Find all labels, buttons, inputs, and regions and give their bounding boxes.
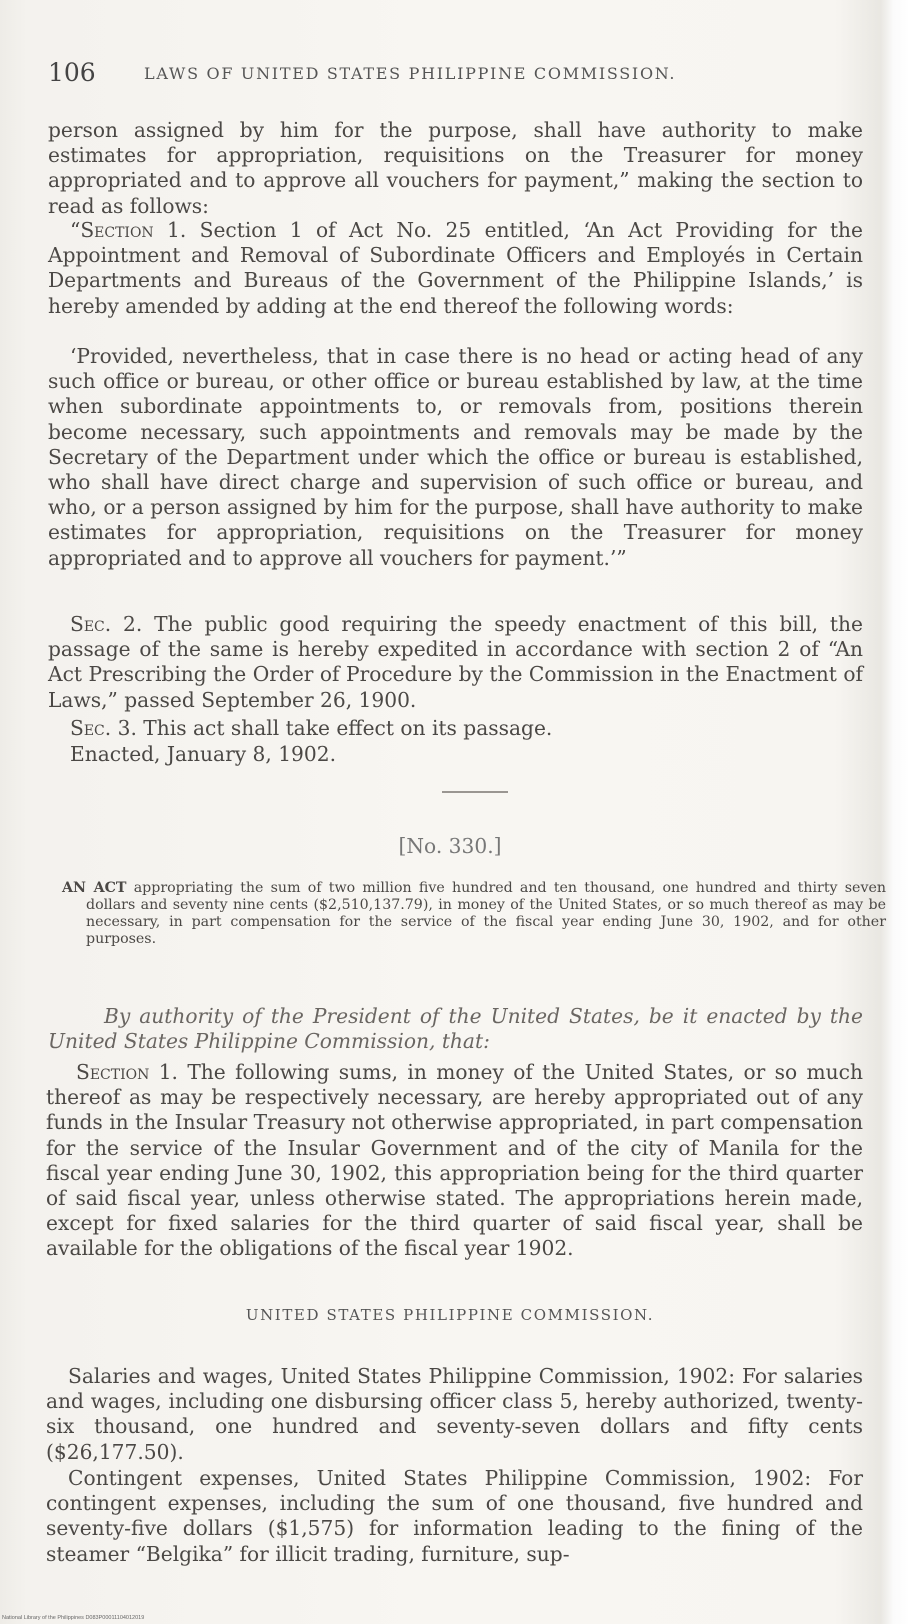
paragraph-text: Section 1 of Act No. 25 entitled, ‘An Act Providing for the Appointment and Removal of Subordinate Officers and Employés in Certain Departments and Bureaus of the Government of the Philippine Islands,’ is hereby amended by adding at the end thereof the following words: bbox=[48, 218, 864, 318]
running-title: LAWS OF UNITED STATES PHILIPPINE COMMISSION. bbox=[144, 64, 677, 83]
page-header bbox=[48, 58, 868, 90]
enacting-clause: By authority of the President of the United States, be it enacted by the United States Philippine Commission, that: bbox=[48, 1004, 863, 1054]
section-label: Sec. 2. bbox=[70, 612, 143, 636]
paragraph-proviso: ‘Provided, nevertheless, that in case there is no head or acting head of any such office or bureau, or other office or bureau established by law, at the time when subordinate appointments to, or removals from, positions therein become necessary, such appointments and removals may be made by the Secretary of the Department under which the office or bureau is established, who shall have direct charge and supervision of such office or bureau, and who, or a person assigned by him for the purpose, shall have authority to make estimates for appropriation, requisitions on the Treasurer for money appropriated and to approve all vouchers for payment.’” bbox=[48, 344, 863, 570]
paragraph-section-3 bbox=[48, 716, 863, 741]
paragraph-text: This act shall take effect on its passage. bbox=[136, 716, 553, 740]
item-contingent-expenses: Contingent expenses, United States Philippine Commission, 1902: For contingent expenses, including the sum of one thousand, five hundred and seventy-five dollars ($1,575) for information leading to the fining of the steamer “Belgika” for illicit trading, furniture, sup- bbox=[46, 1466, 863, 1566]
section-divider bbox=[442, 791, 508, 793]
act-title-lead: AN ACT bbox=[62, 880, 127, 896]
section-label: “Section 1. bbox=[70, 218, 187, 242]
paragraph-section-1-amend bbox=[48, 218, 863, 319]
act-title bbox=[62, 880, 886, 948]
paragraph-text: The following sums, in money of the United States, or so much thereof as may be respectively necessary, are hereby appropriated out of any funds in the Insular Treasury not otherwise appropriated, in part compensation for the service of the Insular Government and of the city of Manila for the fiscal year ending June 30, 1902, this appropriation being for the third quarter of said fiscal year, unless otherwise stated. The appropriations herein made, except for fixed salaries for the third quarter of said fiscal year, shall be available for the obligations of the fiscal year 1902. bbox=[46, 1060, 863, 1261]
item-salaries: Salaries and wages, United States Philippine Commission, 1902: For salaries and wages, including one disbursing officer class 5, hereby authorized, twenty-six thousand, one hundred and seventy-seven dollars and fifty cents ($26,177.50). bbox=[46, 1364, 863, 1464]
footer-imprint: National Library of the Philippines D083P00011104012019 bbox=[2, 1615, 145, 1621]
section-heading: UNITED STATES PHILIPPINE COMMISSION. bbox=[245, 1306, 655, 1324]
paragraph-text: The public good requiring the speedy enactment of this bill, the passage of the same is hereby expedited in accordance with section 2 of “An Act Prescribing the Order of Procedure by the Commission in the Enactment of Laws,” passed September 26, 1900. bbox=[48, 612, 863, 712]
enacted-date: Enacted, January 8, 1902. bbox=[70, 742, 337, 766]
act-number: [No. 330.] bbox=[398, 834, 502, 858]
paragraph-appropriation-section-1 bbox=[46, 1060, 863, 1262]
page-number: 106 bbox=[48, 58, 96, 87]
paragraph-continuation: person assigned by him for the purpose, shall have authority to make estimates for appropriation, requisitions on the Treasurer for money appropriated and to approve all vouchers for payment,” making the section to read as follows: bbox=[48, 118, 863, 218]
section-label: Sec. 3. bbox=[70, 716, 137, 740]
act-title-text: appropriating the sum of two million five hundred and ten thousand, one hundred and thirty seven dollars and seventy nine cents ($2,510,137.79), in money of the United States, or so much thereof as may be necessary, in part compensation for the service of the fiscal year ending June 30, 1902, and for other purposes. bbox=[86, 880, 886, 947]
section-label: Section 1. bbox=[76, 1060, 178, 1084]
paragraph-section-2 bbox=[48, 612, 863, 713]
